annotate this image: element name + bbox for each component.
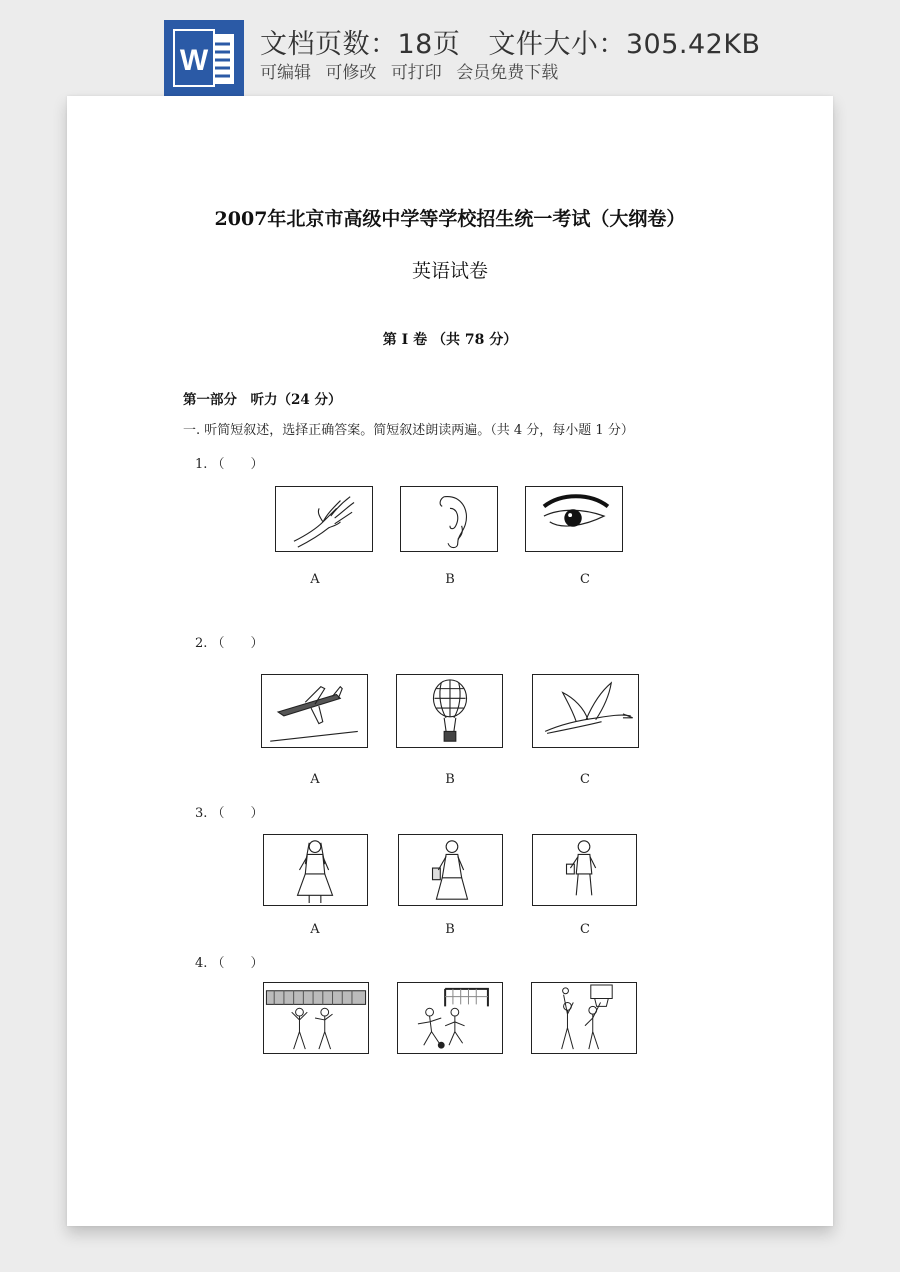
option-2b: B bbox=[445, 772, 455, 787]
girl-icon[interactable] bbox=[263, 834, 368, 906]
answer-blank[interactable]: （ ） bbox=[211, 636, 264, 651]
soccer-icon[interactable] bbox=[397, 982, 503, 1054]
ear-icon[interactable] bbox=[400, 486, 498, 552]
hand-icon[interactable] bbox=[275, 486, 373, 552]
option-3b: B bbox=[445, 922, 455, 937]
answer-blank[interactable]: （ ） bbox=[211, 956, 264, 971]
option-2c: C bbox=[580, 772, 590, 787]
basketball-icon[interactable] bbox=[531, 982, 637, 1054]
option-2a: A bbox=[310, 772, 320, 787]
page-count: 文档页数：18页 bbox=[260, 29, 461, 60]
option-3c: C bbox=[580, 922, 590, 937]
exam-subject: 英语试卷 bbox=[411, 260, 488, 282]
feature-free-download: 会员免费下载 bbox=[456, 63, 559, 83]
boy-icon[interactable] bbox=[532, 834, 637, 906]
section-heading: 第一部分 听力（24 分） bbox=[183, 392, 342, 408]
file-size: 文件大小：305.42KB bbox=[488, 29, 761, 60]
svg-text:W: W bbox=[179, 44, 209, 77]
question-3-number: 3. （ ） bbox=[195, 802, 252, 821]
word-doc-icon bbox=[164, 20, 244, 96]
question-1-number: 1. （ ） bbox=[195, 453, 252, 472]
hot-air-balloon-icon[interactable] bbox=[396, 674, 503, 748]
option-1a: A bbox=[310, 572, 320, 587]
feature-list bbox=[260, 58, 567, 83]
option-1b: B bbox=[445, 572, 455, 587]
download-banner bbox=[0, 0, 900, 100]
instruction-text: 一. 听简短叙述，选择正确答案。简短叙述朗读两遍。（共 4 分，每小题 1 分） bbox=[183, 423, 634, 438]
document-page bbox=[67, 96, 833, 1226]
option-1c: C bbox=[580, 572, 590, 587]
question-4-number: 4. （ ） bbox=[195, 952, 252, 971]
feature-editable: 可编辑 bbox=[260, 63, 311, 83]
option-3a: A bbox=[310, 922, 320, 937]
feature-modifiable: 可修改 bbox=[325, 63, 377, 83]
woman-with-book-icon[interactable] bbox=[398, 834, 503, 906]
banner-title bbox=[260, 22, 761, 61]
volleyball-icon[interactable] bbox=[263, 982, 369, 1054]
answer-blank[interactable]: （ ） bbox=[211, 806, 264, 821]
crane-bird-icon[interactable] bbox=[532, 674, 639, 748]
volume-heading: 第 I 卷 （共 78 分） bbox=[382, 332, 518, 348]
question-2-number: 2. （ ） bbox=[195, 632, 252, 651]
exam-title: 2007年北京市高级中学等学校招生统一考试（大纲卷） bbox=[214, 208, 686, 230]
answer-blank[interactable]: （ ） bbox=[211, 457, 264, 472]
airplane-icon[interactable] bbox=[261, 674, 368, 748]
feature-printable: 可打印 bbox=[390, 63, 442, 83]
eye-icon[interactable] bbox=[525, 486, 623, 552]
